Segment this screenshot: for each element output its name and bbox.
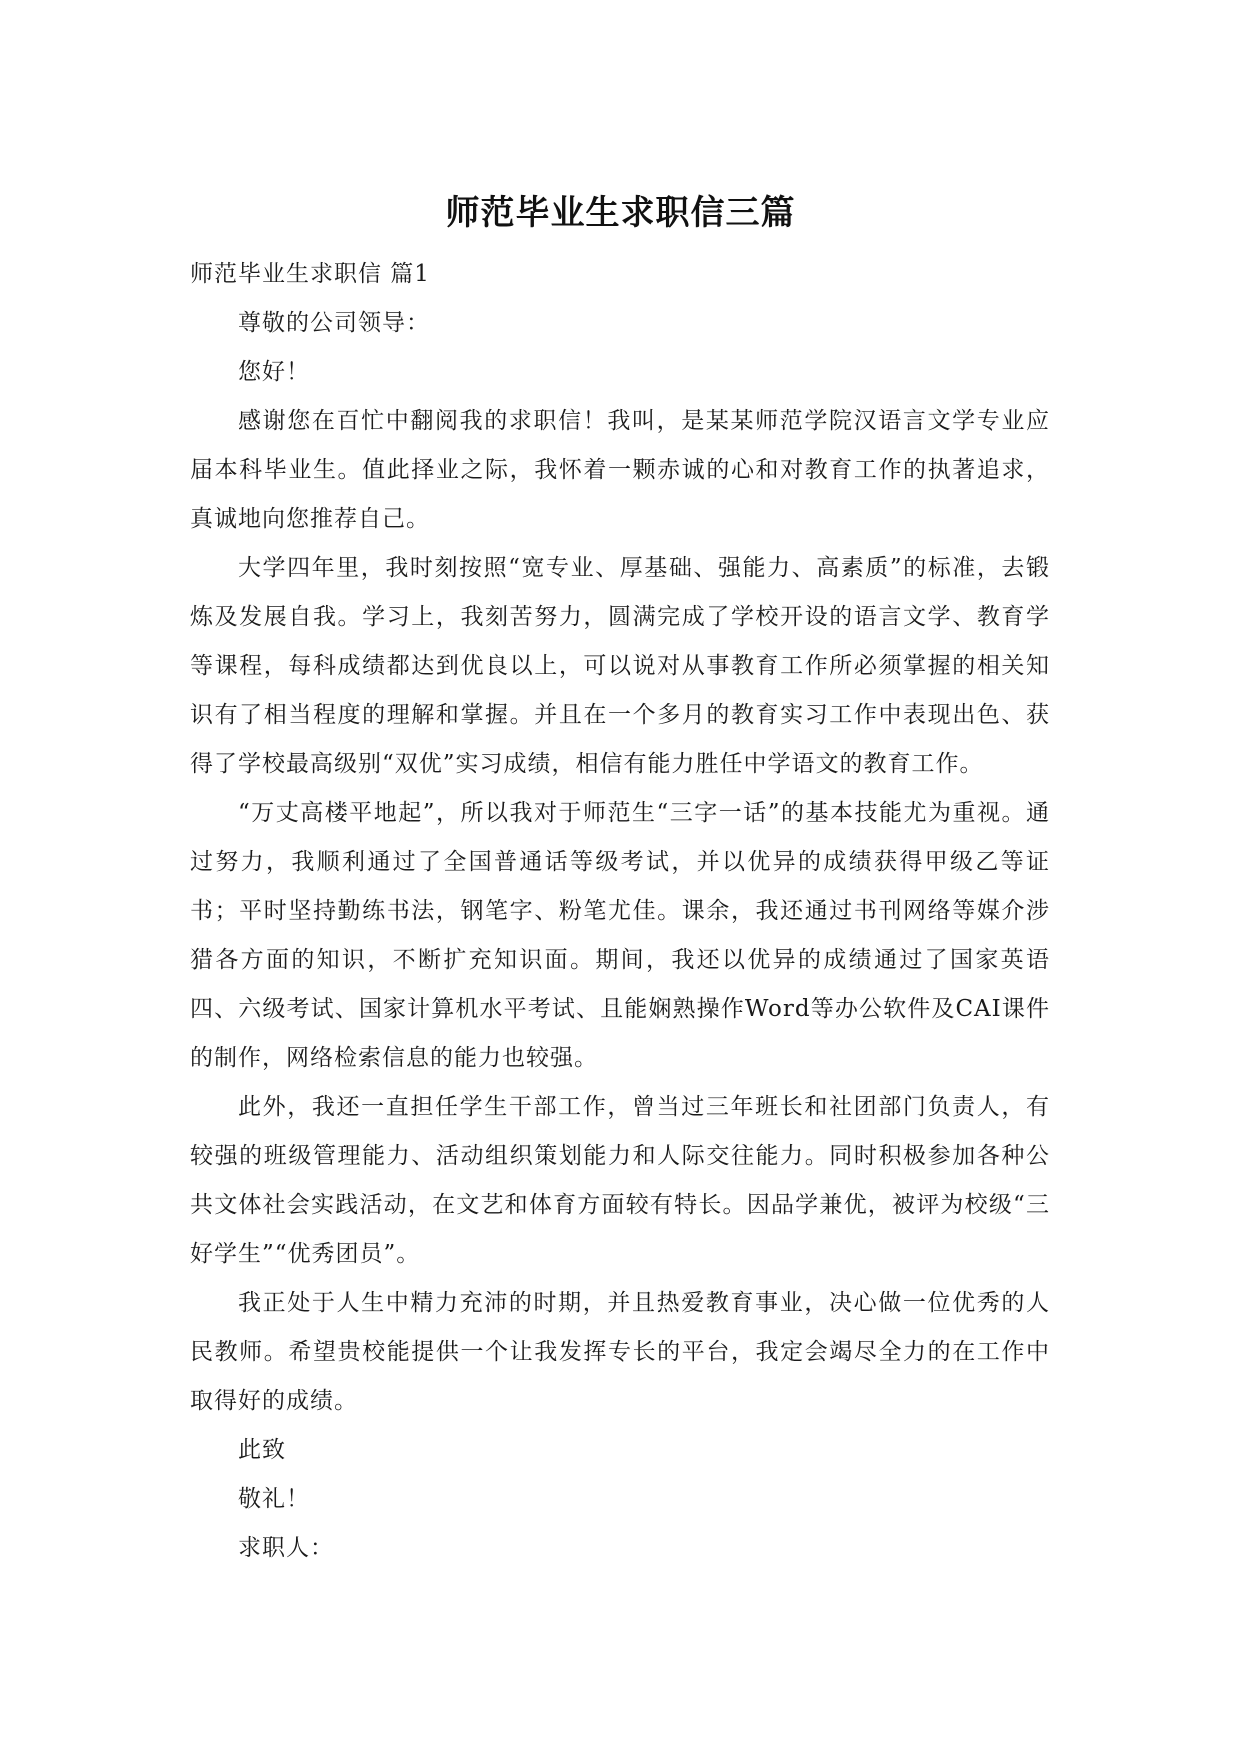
section-heading: 师范毕业生求职信 篇1 xyxy=(190,261,430,287)
paragraph-leadership: 此外，我还一直担任学生干部工作，曾当过三年班长和社团部门负责人，有较强的班级管理能力、活动组织策划能力和人际交往能力。同时积极参加各种公共文体社会实践活动，在文艺和体育方面较有特长。因品学兼优，被评为校级“三好学生”“优秀团员”。 xyxy=(190,1094,1050,1267)
paragraph-skills: “万丈高楼平地起”，所以我对于师范生“三字一话”的基本技能尤为重视。通过努力，我顺利通过了全国普通话等级考试，并以优异的成绩获得甲级乙等证书；平时坚持勤练书法，钢笔字、粉笔尤佳。课余，我还通过书刊网络等媒介涉猎各方面的知识，不断扩充知识面。期间，我还以优异的成绩通过了国家英语四、六级考试、国家计算机水平考试、且能娴熟操作Word等办公软件及CAI课件的制作，网络检索信息的能力也较强。 xyxy=(190,800,1050,1071)
salutation: 尊敬的公司领导： xyxy=(238,310,430,336)
letter-body xyxy=(190,250,1050,1573)
closing-salute: 敬礼！ xyxy=(238,1486,310,1512)
closing-regards: 此致 xyxy=(238,1437,286,1463)
signature-label: 求职人： xyxy=(238,1535,334,1561)
paragraph-university: 大学四年里，我时刻按照“宽专业、厚基础、强能力、高素质”的标准，去锻炼及发展自我。学习上，我刻苦努力，圆满完成了学校开设的语言文学、教育学等课程，每科成绩都达到优良以上，可以说对从事教育工作所必须掌握的相关知识有了相当程度的理解和掌握。并且在一个多月的教育实习工作中表现出色、获得了学校最高级别“双优”实习成绩，相信有能力胜任中学语文的教育工作。 xyxy=(190,555,1050,777)
greeting: 您好！ xyxy=(238,359,310,385)
paragraph-intro: 感谢您在百忙中翻阅我的求职信！我叫，是某某师范学院汉语言文学专业应届本科毕业生。值此择业之际，我怀着一颗赤诚的心和对教育工作的执著追求，真诚地向您推荐自己。 xyxy=(190,408,1050,532)
paragraph-aspiration: 我正处于人生中精力充沛的时期，并且热爱教育事业，决心做一位优秀的人民教师。希望贵校能提供一个让我发挥专长的平台，我定会竭尽全力的在工作中取得好的成绩。 xyxy=(190,1290,1050,1414)
page-title: 师范毕业生求职信三篇 xyxy=(445,193,796,233)
